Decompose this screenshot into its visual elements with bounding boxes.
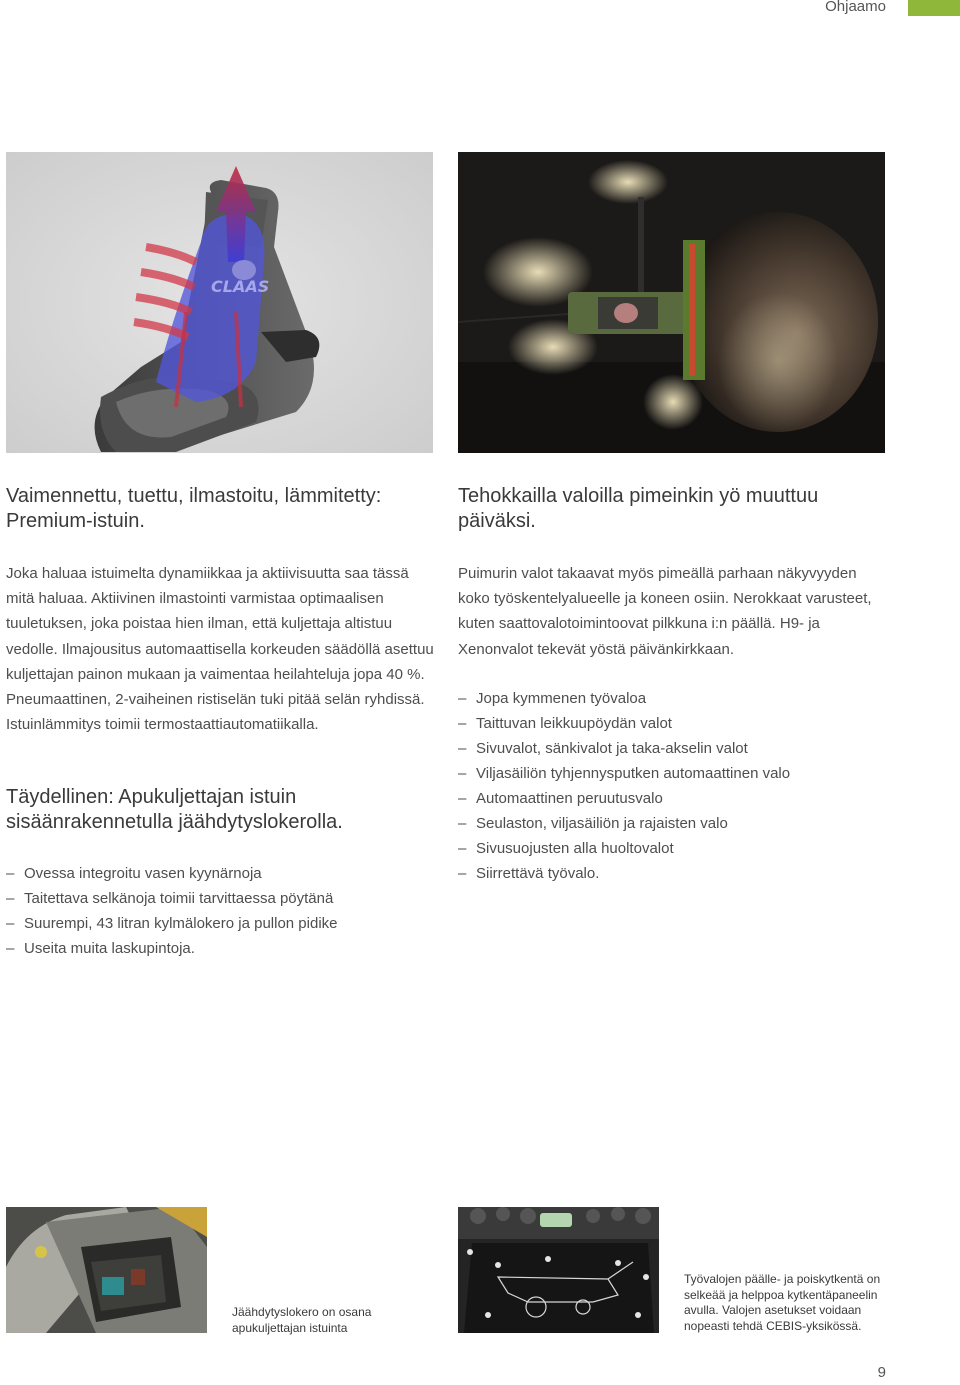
list-item: – Taitettava selkänoja toimii tarvittaessa pöytänä <box>6 886 338 911</box>
list-item: – Suurempi, 43 litran kylmälokero ja pullon pidike <box>6 911 338 936</box>
list-item: – Sivusuojusten alla huoltovalot <box>458 836 790 861</box>
cooler-caption: Jäähdytyslokero on osana apukuljettajan istuinta <box>232 1305 372 1335</box>
list-item: – Jopa kymmenen työvaloa <box>458 686 790 711</box>
premium-seat-photo <box>6 152 433 453</box>
list-item: – Seulaston, viljasäiliön ja rajaisten valo <box>458 811 790 836</box>
combine-night-lights-photo <box>458 152 885 453</box>
seat-heading: Vaimennettu, tuettu, ilmastoitu, lämmitetty: Premium-istuin. <box>6 485 382 532</box>
section-title: Ohjaamo <box>825 0 886 15</box>
seat-logo-text: CLAAS <box>211 277 270 296</box>
switch-panel-illustration <box>458 1207 659 1333</box>
seat-paragraph: Joka haluaa istuimelta dynamiikkaa ja aktiivisuutta saa tässä mitä haluaa. Aktiivinen ilmastointi varmistaa optimaalisen tuuletuksen, joka poistaa hien ilman, että kuljettaja altistuu vedolle. Ilmajousitus automaattisella korkeuden säädöllä asettuu kuljettajan painon mukaan ja vaimentaa heilahteluja jopa 40 %. Pneumaattinen, 2-vaiheinen ristiselän tuki pitää selän ryhdissä. Istuinlämmitys toimii termostaattiautomatiikalla. <box>6 565 434 734</box>
list-item: – Siirrettävä työvalo. <box>458 861 790 886</box>
list-item: – Sivuvalot, sänkivalot ja taka-akselin valot <box>458 736 790 761</box>
cooler-compartment-photo <box>6 1207 207 1333</box>
lights-heading: Tehokkailla valoilla pimeinkin yö muuttuu päiväksi. <box>458 485 819 532</box>
section-accent-bar <box>908 0 960 16</box>
list-item: – Viljasäiliön tyhjennysputken automaattinen valo <box>458 761 790 786</box>
list-item: – Automaattinen peruutusvalo <box>458 786 790 811</box>
list-item: – Useita muita laskupintoja. <box>6 936 338 961</box>
page-number: 9 <box>877 1364 886 1381</box>
premium-seat-illustration <box>6 152 433 453</box>
combine-aerial-illustration <box>458 152 885 453</box>
list-item: – Ovessa integroitu vasen kyynärnoja <box>6 861 338 886</box>
panel-caption: Työvalojen päälle- ja poiskytkentä on selkeää ja helppoa kytkentäpaneelin avulla. Valojen asetukset voidaan nopeasti tehdä CEBIS-yksikössä. <box>684 1272 881 1333</box>
list-item: – Taittuvan leikkuupöydän valot <box>458 711 790 736</box>
light-switch-panel-photo <box>458 1207 659 1333</box>
lights-feature-list <box>458 686 790 886</box>
passenger-seat-heading: Täydellinen: Apukuljettajan istuin sisäänrakennetulla jäähdytyslokerolla. <box>6 786 343 833</box>
cooler-illustration <box>6 1207 207 1333</box>
lights-paragraph: Puimurin valot takaavat myös pimeällä parhaan näkyvyyden koko työskentelyalueelle ja koneen osiin. Nerokkaat varusteet, kuten saattovalotoimintoovat pilkkuna i:n päällä. H9- ja Xenonvalot tekevät yöstä päivänkirkkaan. <box>458 565 872 658</box>
passenger-seat-feature-list <box>6 861 338 961</box>
